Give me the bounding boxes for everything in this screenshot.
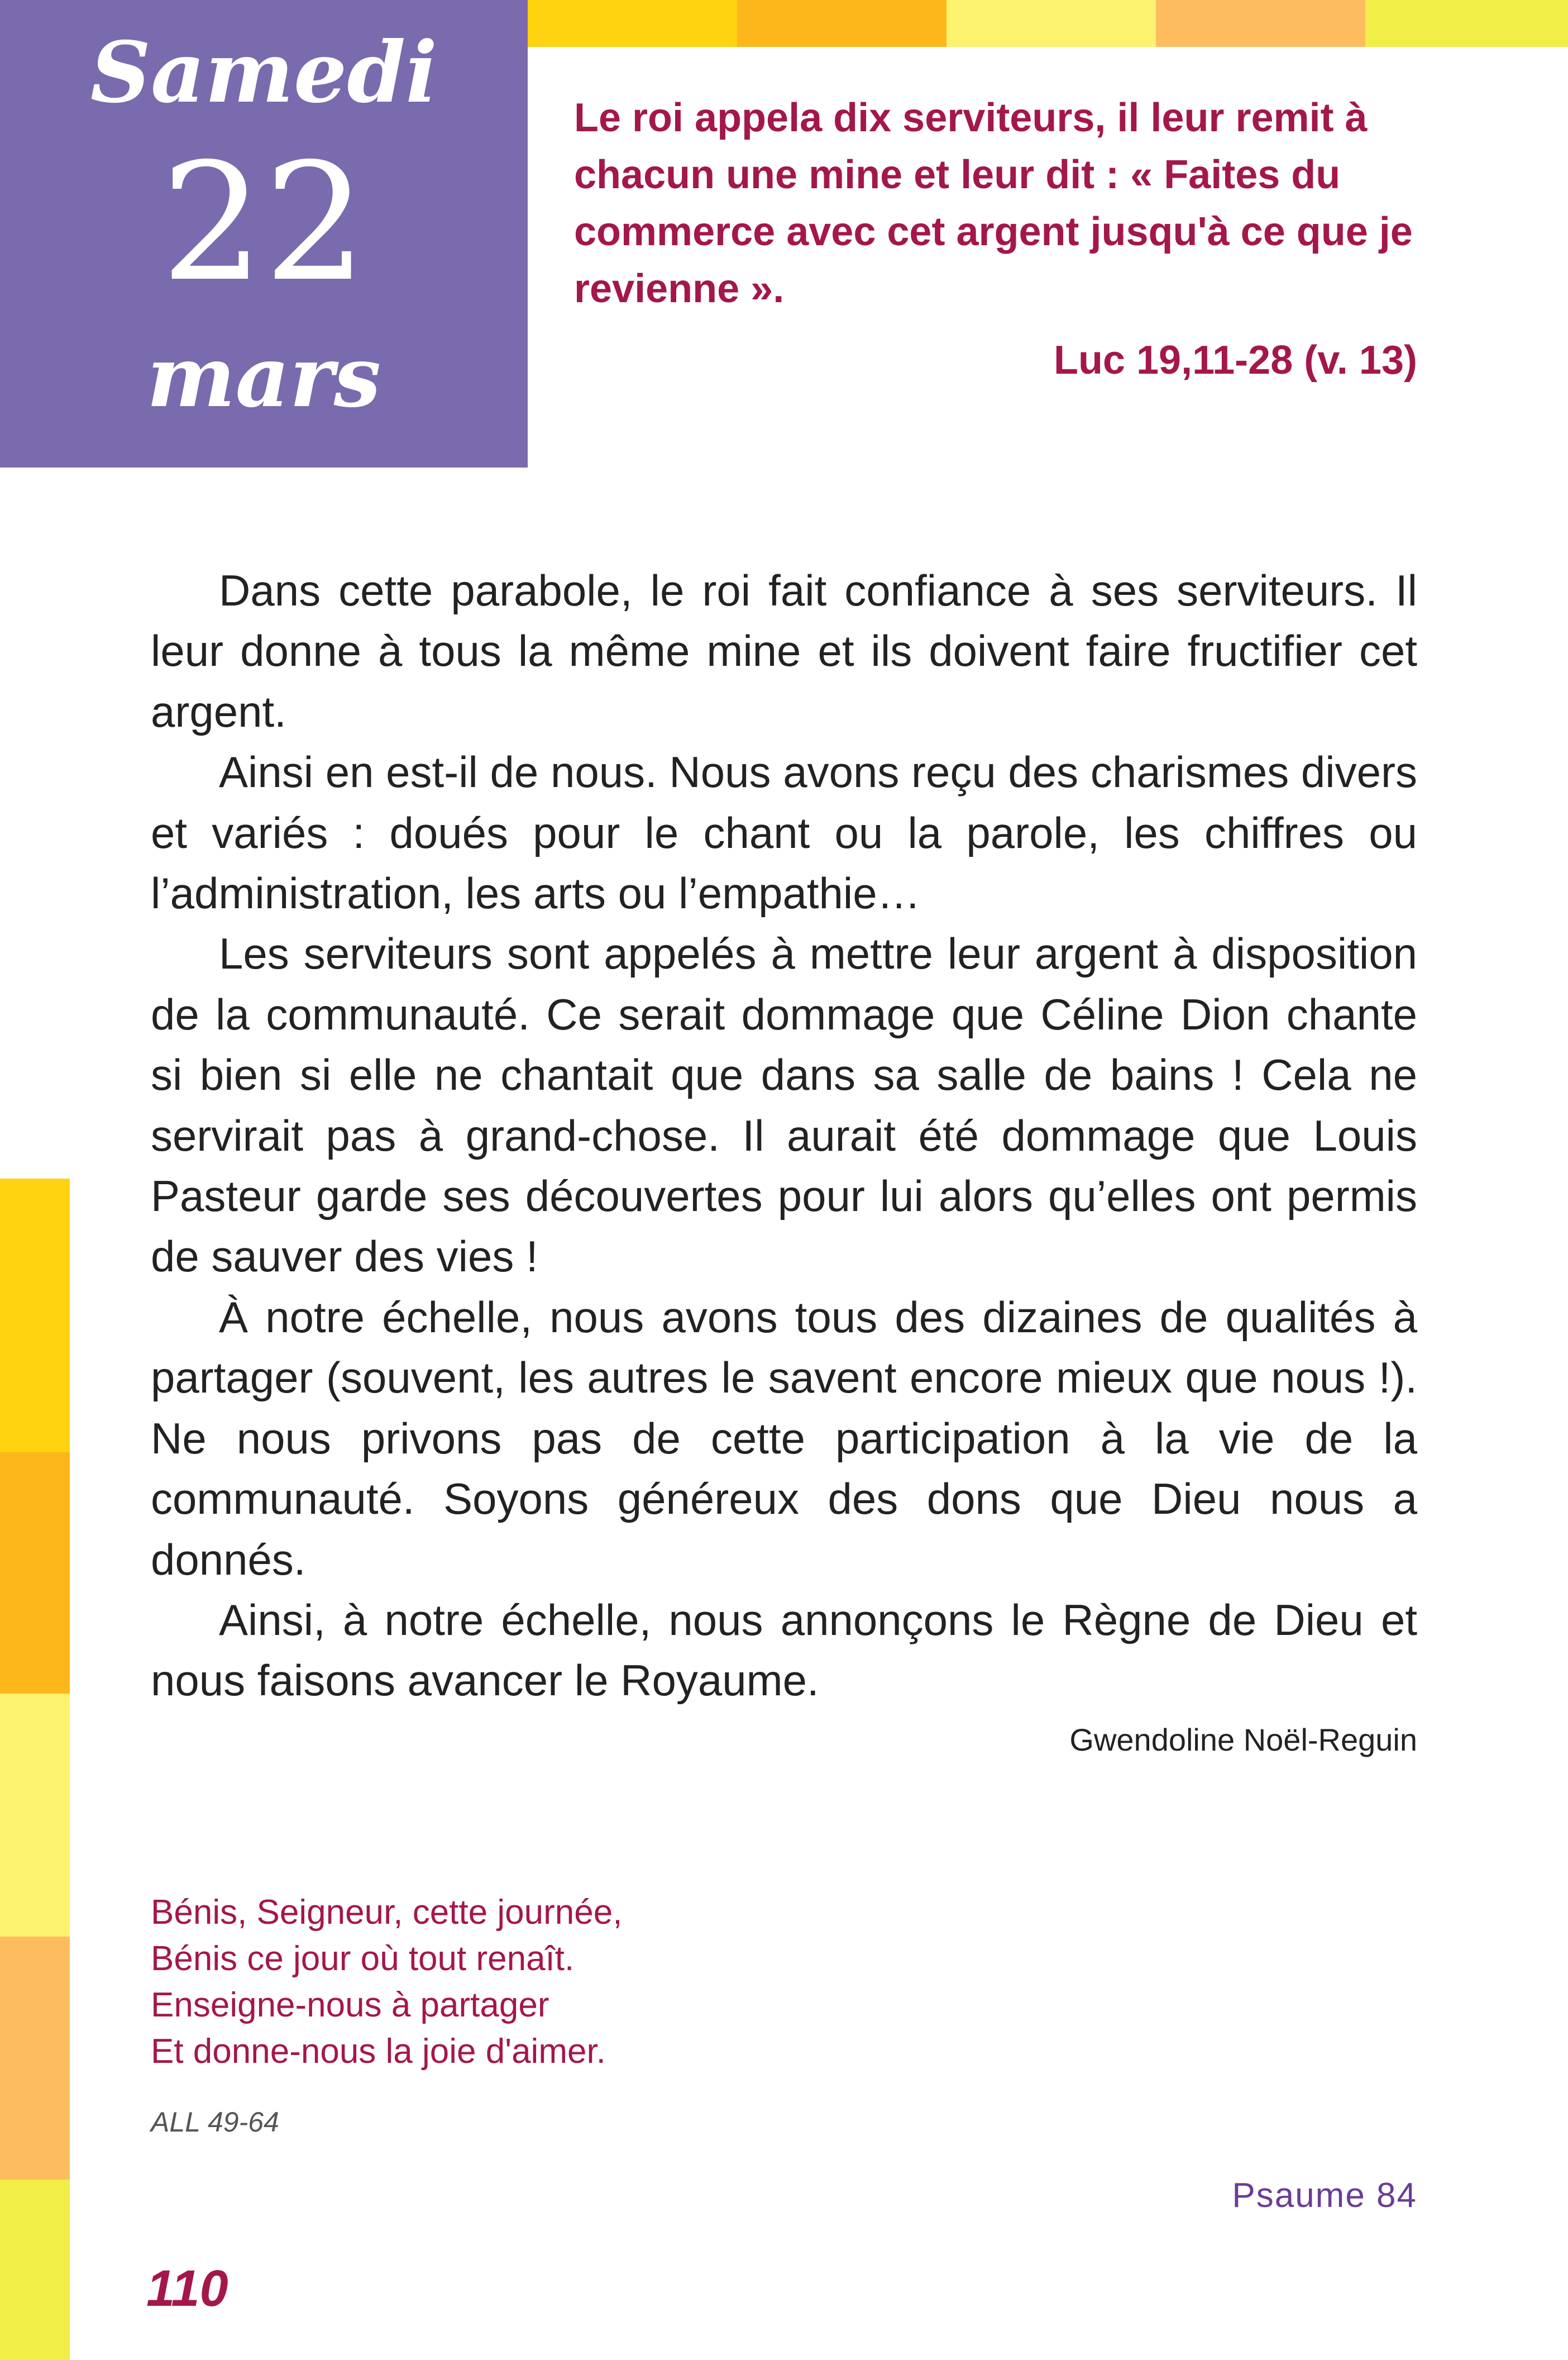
date-weekday: Samedi [90, 23, 438, 122]
top-band-lime [1365, 0, 1568, 47]
reflection-paragraph: Dans cette parabole, le roi fait confiance à ses serviteurs. Il leur donne à tous la même mine et ils doivent faire fructifier cet argent. [151, 566, 1417, 736]
gospel-verse: Le roi appela dix serviteurs, il leur remit à chacun une mine et leur dit : « Faites du commerce avec cet argent jusqu'à ce que je revienne ». [574, 96, 1413, 311]
reflection-paragraph: Les serviteurs sont appelés à mettre leur argent à disposition de la communauté. Ce serait dommage que Céline Dion chante si bien si elle ne chantait que dans sa salle de bains ! Cela ne servirait pas à grand-chose. Il aurait été dommage que Louis Pasteur garde ses découvertes pour lui alors qu’elles ont permis de sauver des vies ! [151, 929, 1417, 1281]
prayer-reference: ALL 49-64 [151, 2106, 279, 2138]
prayer-line: Enseigne-nous à partager [151, 1986, 549, 2024]
prayer [151, 1889, 877, 2075]
author-name: Gwendoline Noël-Reguin [1069, 1722, 1417, 1757]
reflection-paragraph: Ainsi, à notre échelle, nous annonçons le Règne de Dieu et nous faisons avancer le Royaume. [151, 1595, 1417, 1705]
side-band-light-orange [0, 1937, 70, 2180]
top-band-orange [737, 0, 946, 47]
top-band-light-orange [1156, 0, 1365, 47]
side-band-lime [0, 2180, 70, 2360]
side-band-yellow [0, 1179, 70, 1452]
reflection-paragraph: Ainsi en est-il de nous. Nous avons reçu des charismes divers et variés : doués pour le chant ou la parole, les chiffres ou l’administration, les arts ou l’empathie… [151, 747, 1417, 918]
page-number: 110 [146, 2260, 228, 2317]
gospel-reference: Luc 19,11-28 (v. 13) [1053, 338, 1417, 383]
top-band-yellow [528, 0, 737, 47]
side-band-pale-yellow [0, 1694, 70, 1937]
prayer-line: Bénis, Seigneur, cette journée, [151, 1893, 623, 1932]
top-band-pale-yellow [946, 0, 1156, 47]
date-box [0, 0, 528, 468]
date-month: mars [146, 328, 381, 426]
prayer-line: Et donne-nous la joie d'aimer. [151, 2032, 606, 2071]
reflection-text [151, 560, 1417, 1711]
reflection-paragraph: À notre échelle, nous avons tous des dizaines de qualités à partager (souvent, les autres le savent encore mieux que nous !). Ne nous privons pas de cette participation à la vie de la communauté. Soyons généreux des dons que Dieu nous a donnés. [151, 1292, 1417, 1584]
date-day-number: 22 [160, 129, 367, 317]
side-band-orange [0, 1452, 70, 1694]
psalm-reference: Psaume 84 [1232, 2176, 1417, 2215]
prayer-line: Bénis ce jour où tout renaît. [151, 1939, 575, 1978]
